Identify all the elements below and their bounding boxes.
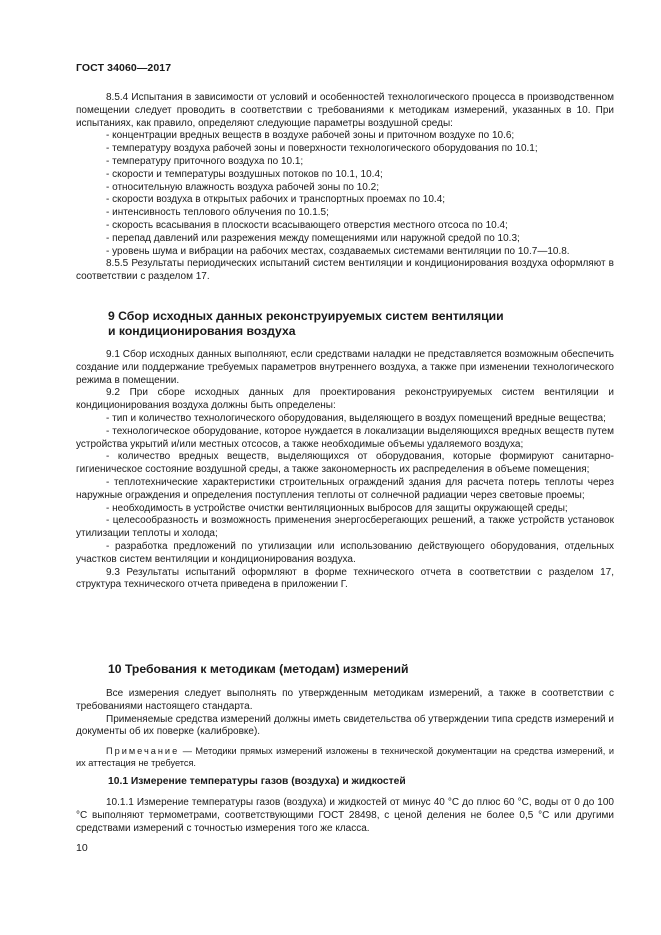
note-label: Примечание [106,746,180,757]
list-item: - скорости и температуры воздушных потоков по 10.1, 10.4; [106,168,383,180]
paragraph-10-1-1: 10.1.1 Измерение температуры газов (воздуха) и жидкостей от минус 40 °С до плюс 60 °С, воды от 0 до 100 °С выполняют термометрами, соответствующими ГОСТ 28498, с ценой деления не более 0,5 °С или другими средствами измерений с точностью измерения того же класса. [76,797,614,834]
paragraph-8-5-4: 8.5.4 Испытания в зависимости от условий и особенностей технологического процесса в производственном помещении следует проводить в соответствии с требованиями к методикам измерений, указанных в 10. При испытаниях, как правило, определяют следующие параметры воздушной среды: [76,92,614,129]
paragraph-10-intro: Все измерения следует выполнять по утвержденным методикам измерений, а также в соответствии с требованиями настоящего стандарта. [76,688,614,712]
section-9-heading-line2: и кондиционирования воздуха [108,324,296,338]
list-item: - скорости воздуха в открытых рабочих и транспортных проемах по 10.4; [106,194,446,206]
page-number: 10 [76,842,88,854]
document-header: ГОСТ 34060—2017 [76,62,172,74]
subsection-10-1-body [76,797,614,835]
subsection-10-1-heading: 10.1 Измерение температуры газов (воздуха) и жидкостей [108,776,406,787]
list-item: - тип и количество технологического оборудования, выделяющего в воздух помещений вредные вещества; [106,412,606,424]
list-item: - концентрации вредных веществ в воздухе рабочей зоны и приточном воздухе по 10.6; [106,130,515,142]
paragraph-10-instruments: Применяемые средства измерений должны иметь свидетельства об утверждении типа средств измерений и документы об их поверке (калибровке). [76,713,614,738]
list-item: - относительную влажность воздуха рабочей зоны по 10.2; [106,181,379,193]
note-text: — Методики прямых измерений изложены в технической документации на средства измерений, и их аттестация не требуется. [76,746,614,769]
list-item: - разработка предложений по утилизации или использованию действующего оборудования, отдельных участков систем вентиляции и кондиционирования воздуха. [76,540,614,565]
section-9-heading-line1: 9 Сбор исходных данных реконструируемых систем вентиляции [108,309,504,323]
list-item: - уровень шума и вибрации на рабочих местах, создаваемых системами вентиляции по 10.7—10.8. [106,245,570,257]
list-item: - теплотехнические характеристики строительных ограждений здания для расчета потерь теплоты через наружные ограждения и определения поступления теплоты от солнечной радиации через световые проемы; [76,476,614,501]
list-item: - количество вредных веществ, выделяющихся от оборудования, которые формируют санитарно-гигиеническое состояние воздушной среды, а также закономерность их распределения в объеме помещения; [76,451,614,476]
section-8-continuation [76,92,614,284]
list-item: - температуру воздуха рабочей зоны и поверхности технологического оборудования по 10.1; [106,143,538,155]
section-9-heading [108,309,588,339]
list-item: - скорость всасывания в плоскости всасывающего отверстия местного отсоса по 10.4; [106,219,508,231]
list-item: - интенсивность теплового облучения по 10.1.5; [106,207,329,219]
note [76,745,614,769]
list-item: - перепад давлений или разрежения между помещениями или наружной средой по 10.3; [106,232,520,244]
paragraph-8-5-5: 8.5.5 Результаты периодических испытаний систем вентиляции и кондиционирования воздуха оформляют в соответствии с разделом 17. [76,258,614,283]
paragraph-9-1: 9.1 Сбор исходных данных выполняют, если средствами наладки не представляется возможным обеспечить создание или поддержание требуемых параметров внутреннего воздуха, а также при изменении технологического режима в помещении. [76,349,614,386]
list-item: - необходимость в устройстве очистки вентиляционных выбросов для защиты окружающей среды; [106,502,568,514]
list-item: - технологическое оборудование, которое нуждается в локализации выделяющихся вредных веществ путем устройства укрытий и/или местных отсосов, а также необходимые объемы удаляемого воздуха; [76,425,614,450]
section-9-body [76,349,614,592]
paragraph-9-3: 9.3 Результаты испытаний оформляют в форме технического отчета в соответствии с разделом 17, структура технического отчета приведена в приложении Г. [76,566,614,591]
section-10-body [76,688,614,769]
list-item: - целесообразность и возможность применения энергосберегающих решений, а также устройств установок утилизации теплоты и холода; [76,515,614,540]
list-item: - температуру приточного воздуха по 10.1; [106,155,304,167]
paragraph-9-2: 9.2 При сборе исходных данных для проектирования реконструируемых систем вентиляции и кондиционирования воздуха должны быть определены: [76,387,614,412]
section-10-heading: 10 Требования к методикам (методам) измерений [108,662,409,676]
